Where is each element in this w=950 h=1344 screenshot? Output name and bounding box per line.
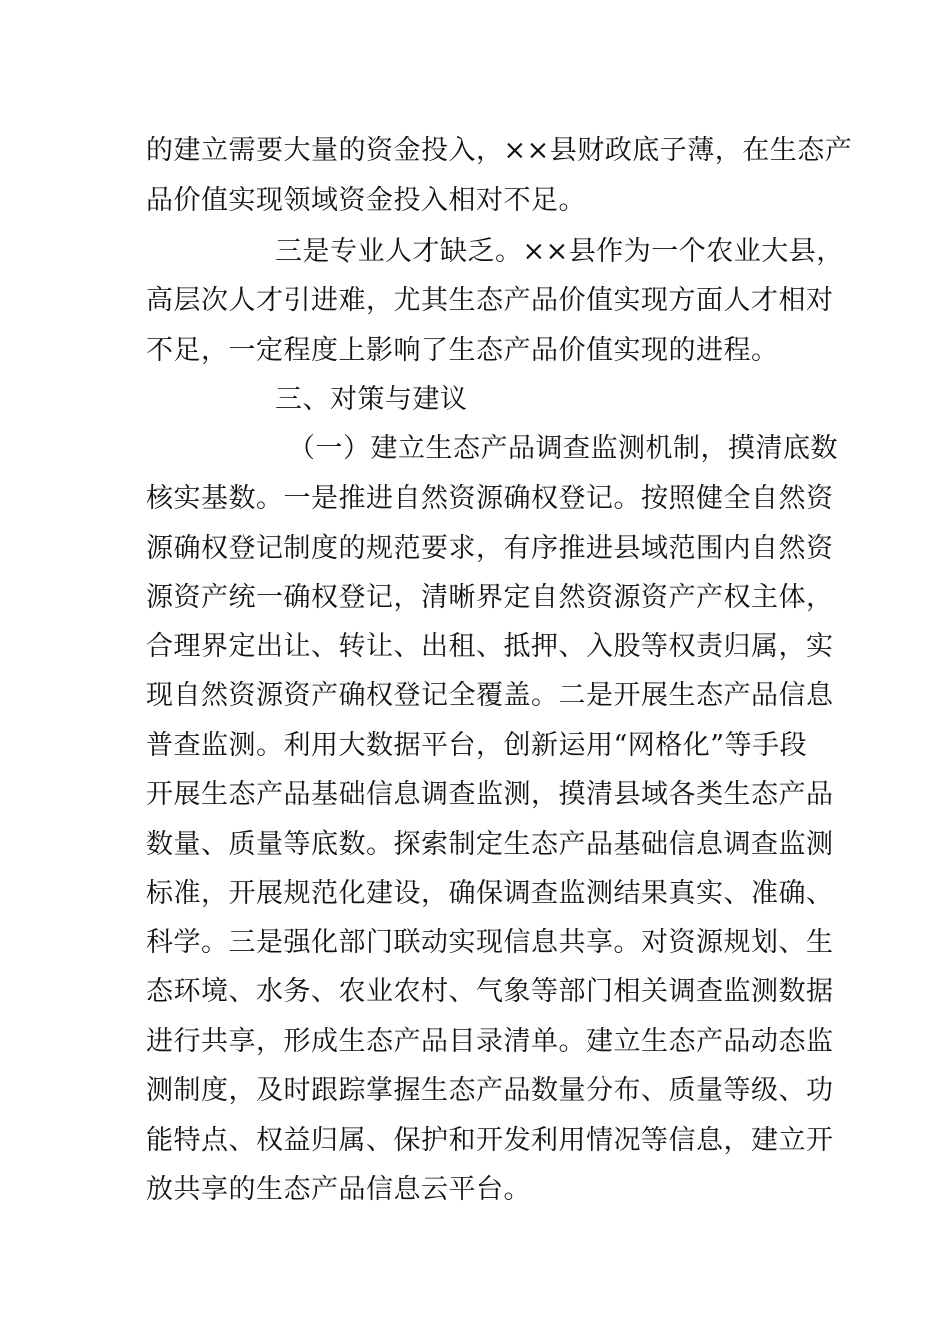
text-line-19: 进行共享，形成生态产品目录清单。建立生态产品动态监: [146, 1026, 834, 1057]
section-heading: 三、对策与建议: [275, 384, 468, 415]
text-line-9: 源确权登记制度的规范要求，有序推进县域范围内自然资: [146, 533, 834, 564]
text-line-13: 普查监测。利用大数据平台，创新运用“网格化”等手段: [146, 730, 808, 761]
text-line-11: 合理界定出让、转让、出租、抵押、入股等权责归属，实: [146, 631, 834, 662]
text-line-5: 不足，一定程度上影响了生态产品价值实现的进程。: [146, 335, 779, 366]
subsection-heading: （一）建立生态产品调查监测机制，摸清底数: [288, 433, 838, 464]
text-line-4: 高层次人才引进难，尤其生态产品价值实现方面人才相对: [146, 285, 834, 316]
text-line-22: 放共享的生态产品信息云平台。: [146, 1174, 531, 1205]
text-line-16: 标准，开展规范化建设，确保调查监测结果真实、准确、: [146, 878, 834, 909]
text-line-10: 源资产统一确权登记，清晰界定自然资源资产产权主体，: [146, 582, 834, 613]
text-line-17: 科学。三是强化部门联动实现信息共享。对资源规划、生: [146, 927, 834, 958]
text-line-1: 的建立需要大量的资金投入，××县财政底子薄，在生态产: [146, 135, 853, 166]
text-line-21: 能特点、权益归属、保护和开发利用情况等信息，建立开: [146, 1125, 834, 1156]
text-line-18: 态环境、水务、农业农村、气象等部门相关调查监测数据: [146, 976, 834, 1007]
text-line-20: 测制度，及时跟踪掌握生态产品数量分布、质量等级、功: [146, 1075, 834, 1106]
text-line-3: 三是专业人才缺乏。××县作为一个农业大县，: [275, 236, 844, 267]
text-line-15: 数量、质量等底数。探索制定生态产品基础信息调查监测: [146, 829, 834, 860]
text-line-8: 核实基数。一是推进自然资源确权登记。按照健全自然资: [146, 483, 834, 514]
text-line-14: 开展生态产品基础信息调查监测，摸清县域各类生态产品: [146, 779, 834, 810]
text-line-12: 现自然资源资产确权登记全覆盖。二是开展生态产品信息: [146, 680, 834, 711]
text-line-2: 品价值实现领域资金投入相对不足。: [146, 185, 586, 216]
